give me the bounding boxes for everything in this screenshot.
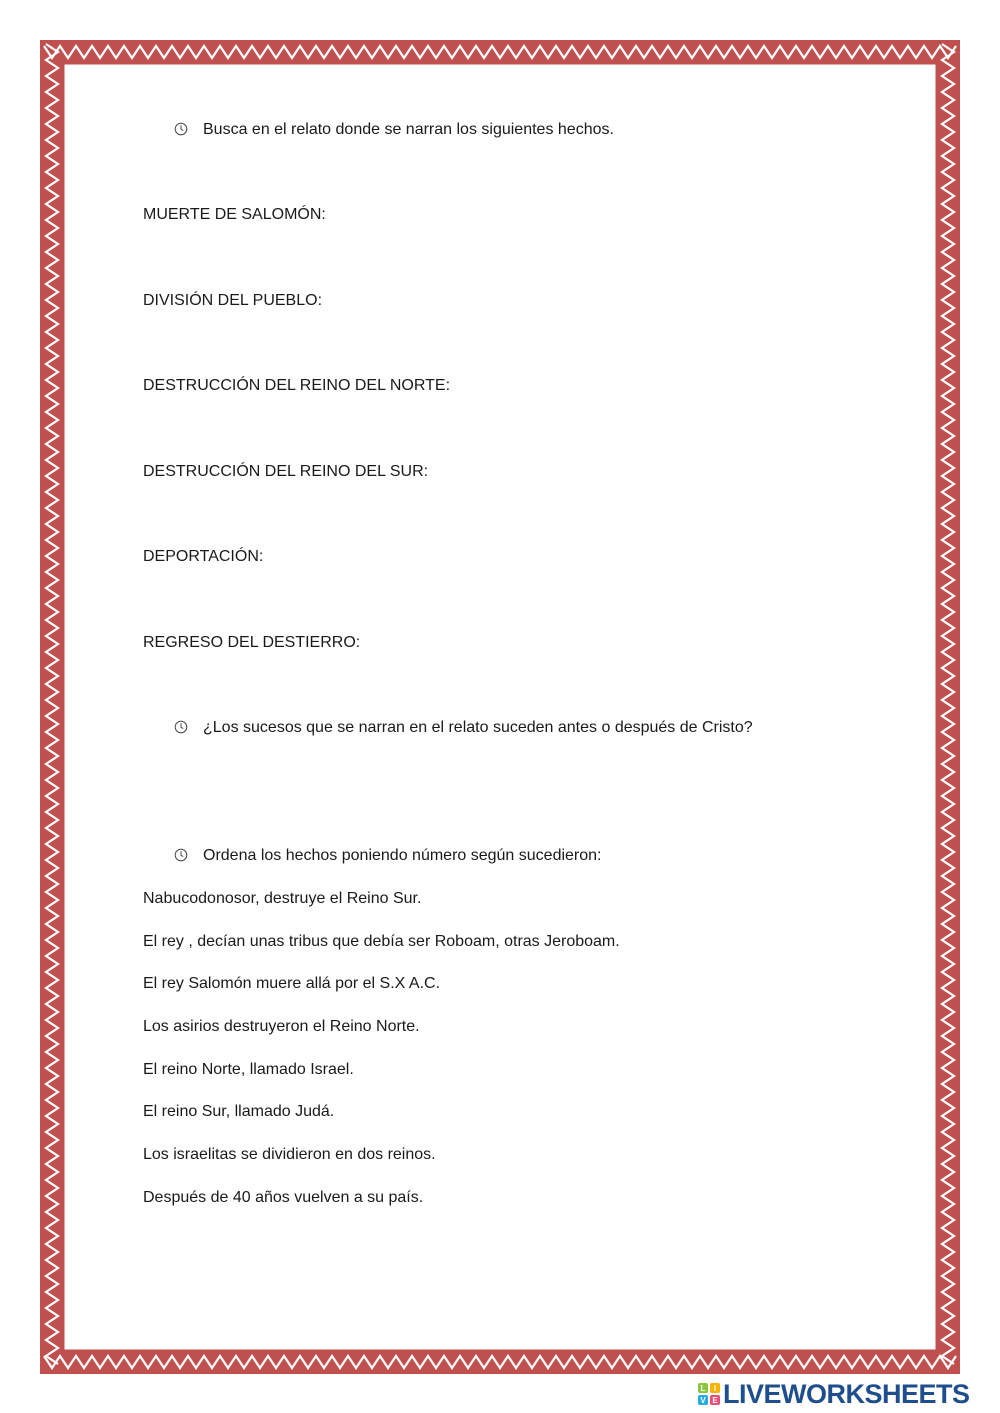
question-1-text: Busca en el relato donde se narran los siguientes hechos. xyxy=(203,121,614,138)
event-item: El rey , decían unas tribus que debía ser Roboam, otras Jeroboam. xyxy=(143,933,620,950)
field-destruccion-sur: DESTRUCCIÓN DEL REINO DEL SUR: xyxy=(143,463,429,480)
svg-text:I: I xyxy=(713,1384,717,1393)
event-item: Nabucodonosor, destruye el Reino Sur. xyxy=(143,890,422,907)
field-regreso-destierro: REGRESO DEL DESTIERRO: xyxy=(143,634,361,651)
logo-text: LIVEWORKSHEETS xyxy=(723,1379,970,1409)
field-destruccion-norte: DESTRUCCIÓN DEL REINO DEL NORTE: xyxy=(143,377,451,394)
clock-bullet-icon xyxy=(174,848,188,862)
event-item: Los asirios destruyeron el Reino Norte. xyxy=(143,1018,420,1035)
svg-text:E: E xyxy=(712,1396,718,1405)
field-division-pueblo: DIVISIÓN DEL PUEBLO: xyxy=(143,292,323,309)
question-3-text: Ordena los hechos poniendo número según sucedieron: xyxy=(203,847,602,864)
event-item: El rey Salomón muere allá por el S.X A.C. xyxy=(143,975,441,992)
event-item: Después de 40 años vuelven a su país. xyxy=(143,1189,424,1206)
event-item: El reino Norte, llamado Israel. xyxy=(143,1061,354,1078)
event-item: Los israelitas se dividieron en dos reinos. xyxy=(143,1146,436,1163)
field-deportacion: DEPORTACIÓN: xyxy=(143,548,264,565)
svg-text:V: V xyxy=(700,1396,706,1405)
liveworksheets-logo-icon xyxy=(698,1383,720,1405)
liveworksheets-logo xyxy=(698,1380,970,1408)
clock-bullet-icon xyxy=(174,122,188,136)
svg-text:L: L xyxy=(700,1384,706,1393)
question-2-text: ¿Los sucesos que se narran en el relato suceden antes o después de Cristo? xyxy=(203,719,753,736)
clock-bullet-icon xyxy=(174,720,188,734)
event-item: El reino Sur, llamado Judá. xyxy=(143,1103,335,1120)
field-muerte-salomon: MUERTE DE SALOMÓN: xyxy=(143,206,326,223)
zigzag-page-border xyxy=(40,40,960,1374)
